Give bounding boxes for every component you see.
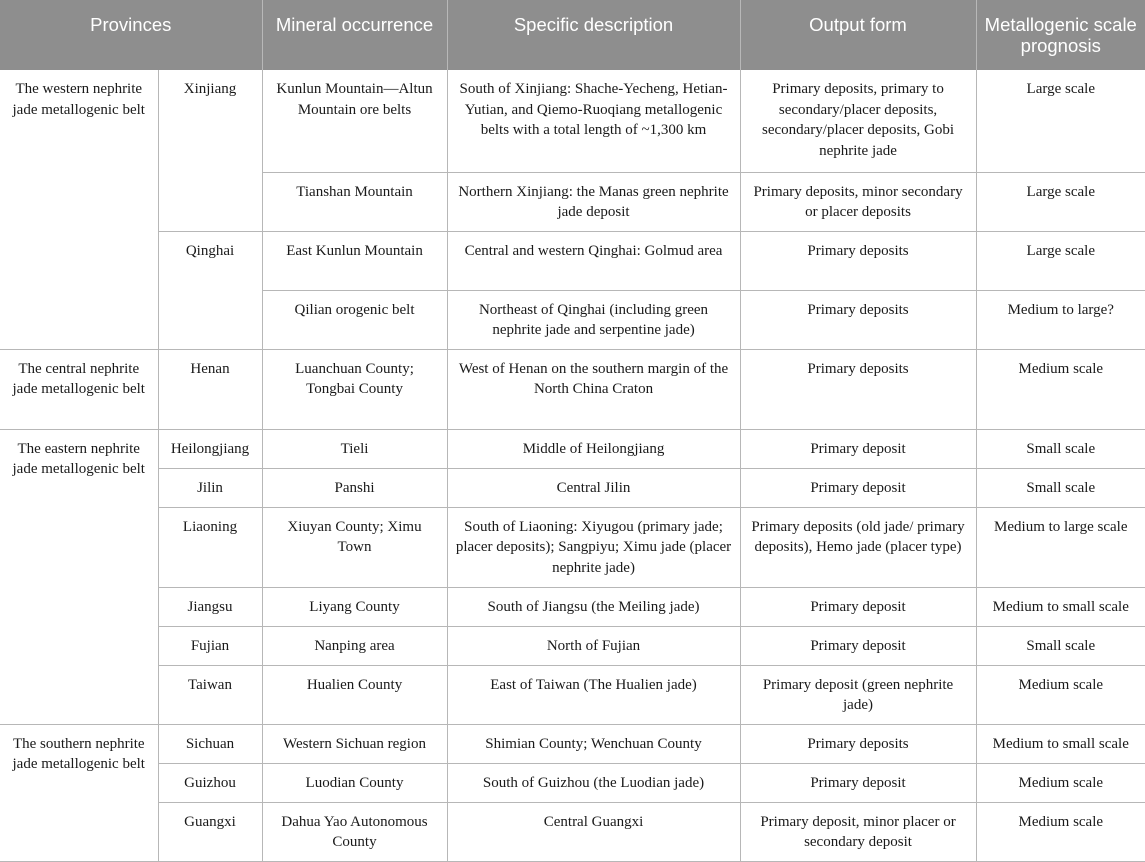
scale-cell: Medium to small scale [976,724,1145,763]
occurrence-cell: Luodian County [262,763,447,802]
province-cell: Qinghai [158,231,262,349]
table-row [0,587,1145,626]
province-cell: Jiangsu [158,587,262,626]
belt-name-cell: The central nephrite jade metallogenic belt [0,349,158,429]
province-cell: Heilongjiang [158,429,262,468]
occurrence-cell: Dahua Yao Autonomous County [262,802,447,861]
description-cell: South of Jiangsu (the Meiling jade) [447,587,740,626]
province-cell: Sichuan [158,724,262,763]
scale-cell: Medium scale [976,349,1145,429]
table-row [0,626,1145,665]
province-cell: Taiwan [158,665,262,724]
description-cell: East of Taiwan (The Hualien jade) [447,665,740,724]
table-row [0,429,1145,468]
occurrence-cell: Qilian orogenic belt [262,290,447,349]
scale-cell: Medium scale [976,665,1145,724]
output-cell: Primary deposits [740,290,976,349]
output-cell: Primary deposit [740,626,976,665]
output-cell: Primary deposit [740,468,976,507]
description-cell: Shimian County; Wenchuan County [447,724,740,763]
output-cell: Primary deposits [740,231,976,290]
occurrence-cell: Panshi [262,468,447,507]
scale-cell: Large scale [976,231,1145,290]
description-cell: Northern Xinjiang: the Manas green nephrite jade deposit [447,172,740,231]
province-cell: Liaoning [158,507,262,587]
occurrence-cell: Hualien County [262,665,447,724]
table-row [0,507,1145,587]
table-row [0,70,1145,172]
occurrence-cell: Liyang County [262,587,447,626]
table-row [0,724,1145,763]
scale-cell: Small scale [976,468,1145,507]
scale-cell: Small scale [976,626,1145,665]
table-row [0,802,1145,861]
description-cell: Middle of Heilongjiang [447,429,740,468]
description-cell: South of Liaoning: Xiyugou (primary jade; placer deposits); Sangpiyu; Ximu jade (placer nephrite jade) [447,507,740,587]
scale-cell: Large scale [976,70,1145,172]
description-cell: Central Jilin [447,468,740,507]
belt-name-cell: The eastern nephrite jade metallogenic belt [0,429,158,724]
table-row [0,349,1145,429]
scale-cell: Medium scale [976,763,1145,802]
header-provinces: Provinces [0,0,262,70]
output-cell: Primary deposits [740,724,976,763]
description-cell: North of Fujian [447,626,740,665]
scale-cell: Medium to large? [976,290,1145,349]
output-cell: Primary deposit [740,763,976,802]
occurrence-cell: Tianshan Mountain [262,172,447,231]
header-output-form: Output form [740,0,976,70]
scale-cell: Medium to large scale [976,507,1145,587]
occurrence-cell: East Kunlun Mountain [262,231,447,290]
occurrence-cell: Nanping area [262,626,447,665]
scale-cell: Medium to small scale [976,587,1145,626]
header-specific-description: Specific description [447,0,740,70]
output-cell: Primary deposit (green nephrite jade) [740,665,976,724]
output-cell: Primary deposits, primary to secondary/placer deposits, secondary/placer deposits, Gobi nephrite jade [740,70,976,172]
description-cell: South of Xinjiang: Shache-Yecheng, Hetian-Yutian, and Qiemo-Ruoqiang metallogenic belts with a total length of ~1,300 km [447,70,740,172]
scale-cell: Medium scale [976,802,1145,861]
description-cell: Central Guangxi [447,802,740,861]
belt-name-cell: The southern nephrite jade metallogenic belt [0,724,158,861]
output-cell: Primary deposit [740,429,976,468]
table-row [0,763,1145,802]
header-mineral-occurrence: Mineral occurrence [262,0,447,70]
occurrence-cell: Western Sichuan region [262,724,447,763]
occurrence-cell: Tieli [262,429,447,468]
occurrence-cell: Kunlun Mountain—Altun Mountain ore belts [262,70,447,172]
province-cell: Guangxi [158,802,262,861]
description-cell: Northeast of Qinghai (including green nephrite jade and serpentine jade) [447,290,740,349]
province-cell: Jilin [158,468,262,507]
occurrence-cell: Luanchuan County; Tongbai County [262,349,447,429]
table-row [0,231,1145,290]
description-cell: West of Henan on the southern margin of the North China Craton [447,349,740,429]
occurrence-cell: Xiuyan County; Ximu Town [262,507,447,587]
belt-name-cell: The western nephrite jade metallogenic belt [0,70,158,349]
header-metallogenic-scale: Metallogenic scale prognosis [976,0,1145,70]
province-cell: Henan [158,349,262,429]
header-row [0,0,1145,70]
output-cell: Primary deposits, minor secondary or placer deposits [740,172,976,231]
scale-cell: Large scale [976,172,1145,231]
output-cell: Primary deposits (old jade/ primary deposits), Hemo jade (placer type) [740,507,976,587]
table-row [0,665,1145,724]
description-cell: South of Guizhou (the Luodian jade) [447,763,740,802]
scale-cell: Small scale [976,429,1145,468]
output-cell: Primary deposits [740,349,976,429]
description-cell: Central and western Qinghai: Golmud area [447,231,740,290]
province-cell: Fujian [158,626,262,665]
province-cell: Guizhou [158,763,262,802]
province-cell: Xinjiang [158,70,262,231]
output-cell: Primary deposit [740,587,976,626]
output-cell: Primary deposit, minor placer or secondary deposit [740,802,976,861]
table-row [0,468,1145,507]
